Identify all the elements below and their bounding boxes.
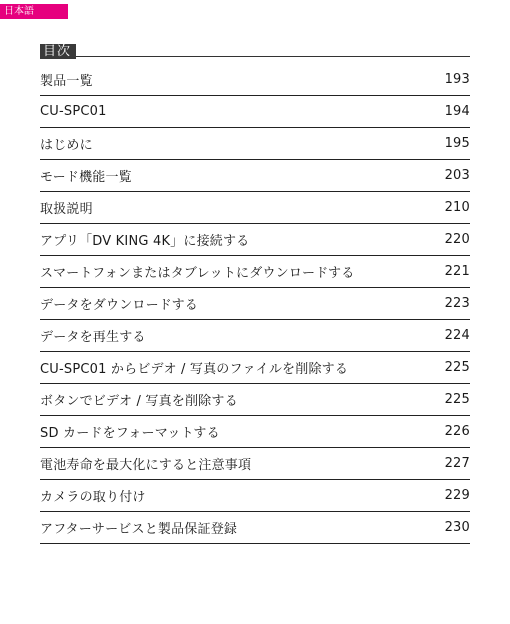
toc-entry-title: モード機能一覧 (40, 170, 132, 185)
toc-entry[interactable] (40, 256, 470, 288)
toc-entry-page: 227 (444, 456, 470, 471)
toc-entry-page: 224 (444, 328, 470, 343)
toc-entry-title: スマートフォンまたはタブレットにダウンロードする (40, 266, 355, 281)
toc-entry[interactable] (40, 512, 470, 544)
toc-entry[interactable] (40, 288, 470, 320)
toc-entry[interactable] (40, 160, 470, 192)
toc-entry[interactable] (40, 480, 470, 512)
toc-entry-page: 210 (444, 200, 470, 215)
toc-entry-page: 226 (444, 424, 470, 439)
toc-entry[interactable] (40, 384, 470, 416)
toc-title: 目次 (40, 44, 76, 59)
toc-entry[interactable] (40, 448, 470, 480)
toc-entry-title: SD カードをフォーマットする (40, 426, 220, 441)
toc-entry-page: 223 (444, 296, 470, 311)
toc-entry-page: 195 (444, 136, 470, 151)
toc-entry[interactable] (40, 64, 470, 96)
toc-entry-title: カメラの取り付け (40, 490, 146, 505)
toc-entry-title: CU-SPC01 (40, 104, 107, 119)
toc-entry-title: データをダウンロードする (40, 298, 199, 313)
toc-entry-title: 電池寿命を最大化にすると注意事項 (40, 458, 252, 473)
toc-entry[interactable] (40, 96, 470, 128)
toc-entry[interactable] (40, 320, 470, 352)
toc-entry[interactable] (40, 192, 470, 224)
toc-entry-title: 製品一覧 (40, 74, 93, 89)
toc-entry-page: 193 (444, 72, 470, 87)
toc-entry-title: アプリ「DV KING 4K」に接続する (40, 234, 250, 249)
toc-header (40, 40, 470, 57)
toc-entry-page: 225 (444, 392, 470, 407)
toc-entry-title: 取扱説明 (40, 202, 93, 217)
toc-entry-page: 225 (444, 360, 470, 375)
toc-entry-title: CU-SPC01 からビデオ / 写真のファイルを削除する (40, 362, 349, 377)
toc-entry-title: アフターサービスと製品保証登録 (40, 522, 238, 537)
toc-entry-page: 229 (444, 488, 470, 503)
toc-entry[interactable] (40, 352, 470, 384)
language-tab: 日本語 (0, 4, 68, 19)
toc-entry[interactable] (40, 224, 470, 256)
toc-entry-page: 230 (444, 520, 470, 535)
toc-entry-title: はじめに (40, 138, 93, 153)
toc-entry[interactable] (40, 128, 470, 160)
toc-entry[interactable] (40, 416, 470, 448)
toc-entry-page: 194 (444, 104, 470, 119)
toc-list (40, 64, 470, 544)
toc-entry-title: ボタンでビデオ / 写真を削除する (40, 394, 238, 409)
toc-entry-page: 220 (444, 232, 470, 247)
toc-entry-page: 203 (444, 168, 470, 183)
toc-entry-page: 221 (444, 264, 470, 279)
toc-entry-title: データを再生する (40, 330, 146, 345)
